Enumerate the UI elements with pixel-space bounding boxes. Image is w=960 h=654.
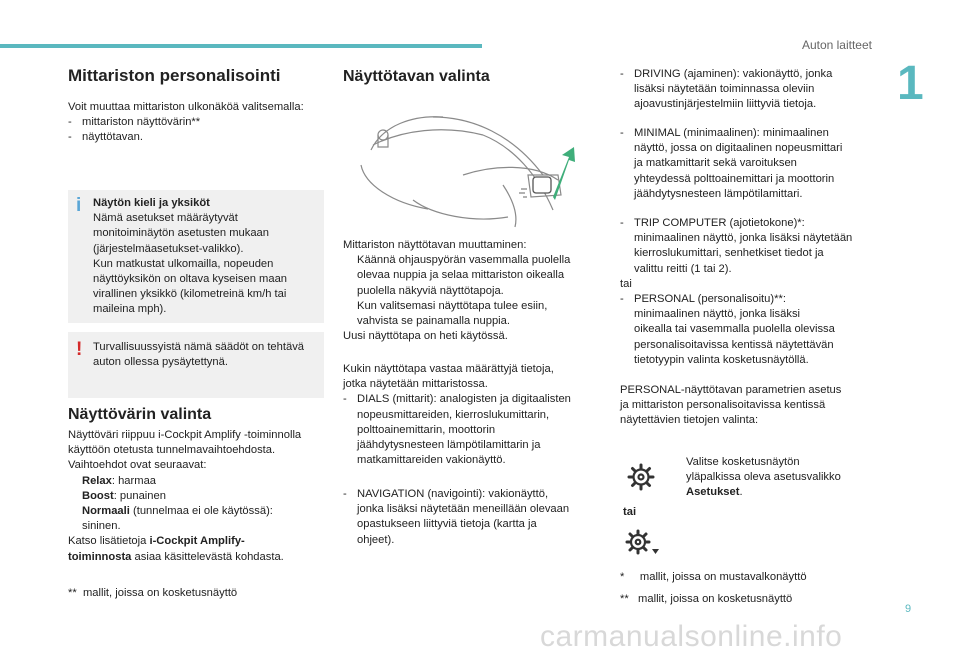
color-section-text: Näyttöväri riippuu i-Cockpit Amplify -toiminnolla käyttöön otetusta tunnelmavaihtoehdosta. Vaihtoehdot ovat seuraavat: Relax: harmaa Boost: punainen Normaali (tunnelmaa ei ole käytössä): sininen. Katso lisätietoja i-Cockpit Amplify- toiminnosta asiaa käsittelevästä kohdasta. [68, 428, 333, 565]
modes-list: Kukin näyttötapa vastaa määrättyjä tietoja, jotka näytetään mittaristossa. - DIALS (mittarit): analogisten ja digitaalisten nopeusmittareiden, kierroslukumittarin, polttoainemittarin, moottorin jäähdytysnesteen lämpötilamittarin ja matkamittareiden vakionäyttö. [343, 362, 603, 468]
mode-navigation: - NAVIGATION (navigointi): vakionäyttö, jonka lisäksi näytetään meneillään olevaan opastukseen liittyviä tietoja (kartta ja ohjeet). [343, 487, 603, 548]
warning-icon: ! [76, 339, 83, 360]
list-item: - DRIVING (ajaminen): vakionäyttö, jonka [620, 68, 833, 80]
mode-instructions: Mittariston näyttötavan muuttaminen: Käännä ohjauspyörän vasemmalla puolella olevaa nuppia ja selaa mittariston oikealla puolella näkyviä näyttötapoja. Kun valitsemasi näyttötapa tulee esiin, vahvista se painamalla nuppia. Uusi näyttötapa on heti käytössä. [343, 238, 603, 344]
list-item: - PERSONAL (personalisoitu)**: [620, 293, 786, 306]
settings-gear-icon [626, 462, 656, 492]
section-title-color: Näyttövärin valinta [68, 406, 212, 423]
arrow-icon [553, 147, 575, 200]
section-title-mode: Näyttötavan valinta [343, 68, 490, 85]
warning-box [68, 332, 324, 398]
personal-params: PERSONAL-näyttötavan parametrien asetus ja mittariston personalisoitavissa kentissä näytettävien tietojen valinta: [620, 384, 842, 427]
page-title: Mittariston personalisointi [68, 66, 281, 85]
footnote-2: ** mallit, joissa on kosketusnäyttö [620, 593, 793, 605]
intro-line: Voit muuttaa mittariston ulkonäköä valitsemalla: [68, 101, 304, 113]
select-settings-instruction: Valitse kosketusnäytön yläpalkissa oleva asetusvalikko Asetukset. [672, 455, 877, 501]
settings-dropdown-icon [624, 528, 660, 558]
chapter-number: 1 [897, 57, 924, 110]
list-item: - mittariston näyttövärin** [68, 116, 201, 129]
mode-minimal: - MINIMAL (minimaalinen): minimaalinen näyttö, jossa on digitaalinen nopeusmittari ja matkamittarit sekä varoituksen yhteydessä polttoainemittari ja moottorin jäähdytysnesteen lämpötilamittari. [620, 126, 885, 202]
chapter-title: Auton laitteet [801, 38, 872, 52]
steering-wheel-illustration [343, 105, 603, 230]
mode-trip-personal: - TRIP COMPUTER (ajotietokone)*: minimaalinen näyttö, jonka lisäksi näytetään kierroslukumittari, senhetkiset tiedot ja valittu reitti (1 tai 2). tai - PERSONAL (personalisoitu)**: minimaalinen näyttö, jonka lisäksi oikealla tai vasemmalla puolella olevissa personalisoitavissa kentissä näytettävän tietotyypin valinta kosketusnäytöllä. [620, 216, 885, 368]
intro-text [68, 100, 333, 146]
list-item: - DIALS (mittarit): analogisten ja digitaalisten [343, 393, 571, 406]
mode-driving: - DRIVING (ajaminen): vakionäyttö, jonka lisäksi näytetään toiminnassa oleviin ajoavustinjärjestelmiin liittyviä tietoja. [620, 67, 885, 113]
warning-box-text: Turvallisuussyistä nämä säädöt on tehtävä auton ollessa pysäytettynä. [93, 341, 305, 369]
list-item: Valitse kosketusnäytön [686, 456, 800, 468]
list-item: Normaali (tunnelmaa ei ole käytössä): [82, 505, 273, 518]
list-item: - TRIP COMPUTER (ajotietokone)*: [620, 217, 805, 229]
or-label: tai [623, 506, 637, 518]
list-item: - NAVIGATION (navigointi): vakionäyttö, [343, 488, 549, 500]
info-icon: i [76, 195, 82, 216]
info-box [68, 190, 324, 323]
list-item: Boost: punainen [82, 489, 166, 502]
list-item: Relax: harmaa [82, 474, 157, 487]
thumbwheel-knob [533, 177, 551, 193]
list-item: Käännä ohjauspyörän vasemmalla puolella [357, 254, 571, 267]
info-box-text: Näytön kieli ja yksiköt Nämä asetukset määräytyvät monitoiminäytön asetusten mukaan (järjestelmäasetukset-valikko). Kun matkustat ulkomailla, nopeuden näyttöyksikön on oltava kyseisen maan virallinen yksikkö (kilometreinä km/h tai maileina mph). [93, 197, 288, 316]
list-item: - MINIMAL (minimaalinen): minimaalinen [620, 127, 829, 139]
footnote: ** mallit, joissa on kosketusnäyttö [68, 587, 238, 599]
header-accent-bar [0, 44, 482, 48]
watermark: carmanualsonline.info [540, 620, 843, 653]
list-item: - näyttötavan. [68, 131, 143, 144]
list-item: Kun valitsemasi näyttötapa tulee esiin, [357, 299, 548, 312]
footnote-1: * mallit, joissa on mustavalkonäyttö [620, 571, 807, 583]
page-number: 9 [905, 603, 912, 615]
